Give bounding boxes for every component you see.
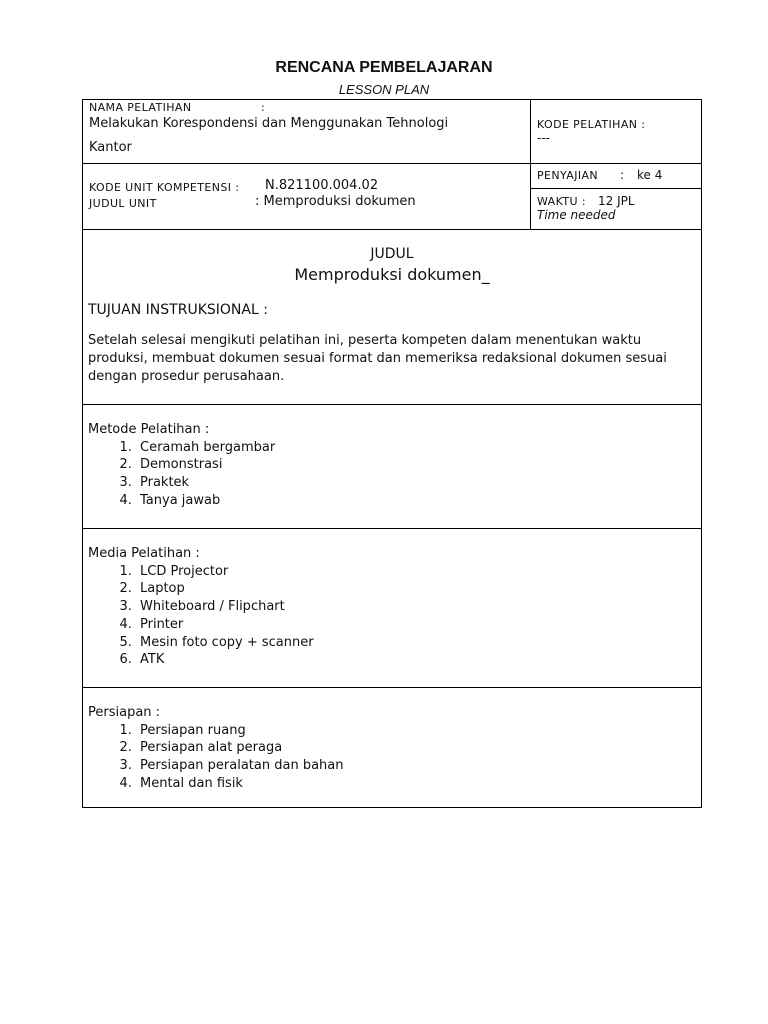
lesson-plan-table: [82, 99, 702, 808]
kode-pelatihan-label: KODE PELATIHAN :: [537, 118, 646, 131]
row-divider-1: [83, 163, 701, 164]
kode-pelatihan-value: ---: [537, 131, 550, 145]
cell-divider-penyajian: [531, 188, 702, 189]
judul-heading: JUDUL: [370, 246, 414, 262]
list-item: 2. Laptop: [136, 580, 314, 598]
document-title: RENCANA PEMBELAJARAN: [275, 59, 493, 76]
list-item: 1. Persiapan ruang: [136, 722, 344, 740]
nama-pelatihan-value-line1: Melakukan Korespondensi dan Menggunakan Tehnologi: [89, 116, 449, 131]
judul-unit-label: JUDUL UNIT: [89, 197, 157, 210]
waktu-hint: Time needed: [537, 208, 616, 222]
list-item: 2. Demonstrasi: [136, 456, 275, 474]
list-item: 1. LCD Projector: [136, 563, 314, 581]
judul-value: Memproduksi dokumen_: [294, 265, 490, 284]
persiapan-heading: Persiapan :: [88, 705, 161, 720]
tujuan-heading: TUJUAN INSTRUKSIONAL :: [88, 302, 268, 318]
list-item: 1. Ceramah bergambar: [136, 439, 275, 457]
row-divider-5: [83, 687, 701, 688]
nama-pelatihan-label: NAMA PELATIHAN: [89, 101, 192, 114]
list-item: 3. Persiapan peralatan dan bahan: [136, 757, 344, 775]
persiapan-list: [88, 722, 344, 793]
media-heading: Media Pelatihan :: [88, 546, 200, 561]
list-item: 3. Whiteboard / Flipchart: [136, 598, 314, 616]
column-divider: [530, 100, 531, 230]
metode-section: [88, 421, 275, 510]
penyajian-label: PENYAJIAN: [537, 169, 599, 182]
penyajian-separator: :: [620, 168, 625, 182]
document-subtitle: LESSON PLAN: [338, 82, 430, 97]
tujuan-text: Setelah selesai mengikuti pelatihan ini, peserta kompeten dalam menentukan waktu produksi, membuat dokumen sesuai format dan memeriksa redaksional dokumen sesuai dengan prosedur perusahaan.: [88, 333, 667, 384]
nama-pelatihan-value-line2: Kantor: [89, 140, 132, 155]
waktu-value: 12 JPL: [598, 194, 635, 208]
waktu-label: WAKTU :: [537, 195, 586, 208]
kode-unit-value: N.821100.004.02: [265, 178, 379, 193]
row-divider-4: [83, 528, 701, 529]
media-list: [88, 563, 314, 669]
nama-pelatihan-colon: :: [261, 101, 266, 114]
list-item: 4. Tanya jawab: [136, 492, 275, 510]
row-divider-3: [83, 404, 701, 405]
kode-unit-label: KODE UNIT KOMPETENSI :: [89, 181, 240, 194]
list-item: 6. ATK: [136, 651, 314, 669]
list-item: 3. Praktek: [136, 474, 275, 492]
list-item: 2. Persiapan alat peraga: [136, 739, 344, 757]
judul-unit-value: : Memproduksi dokumen: [255, 194, 416, 209]
metode-heading: Metode Pelatihan :: [88, 422, 210, 437]
list-item: 4. Printer: [136, 616, 314, 634]
list-item: 4. Mental dan fisik: [136, 775, 344, 793]
penyajian-value: ke 4: [637, 168, 663, 182]
persiapan-section: [88, 704, 344, 793]
metode-list: [88, 439, 275, 510]
list-item: 5. Mesin foto copy + scanner: [136, 634, 314, 652]
row-divider-2: [83, 229, 701, 230]
media-section: [88, 545, 314, 669]
